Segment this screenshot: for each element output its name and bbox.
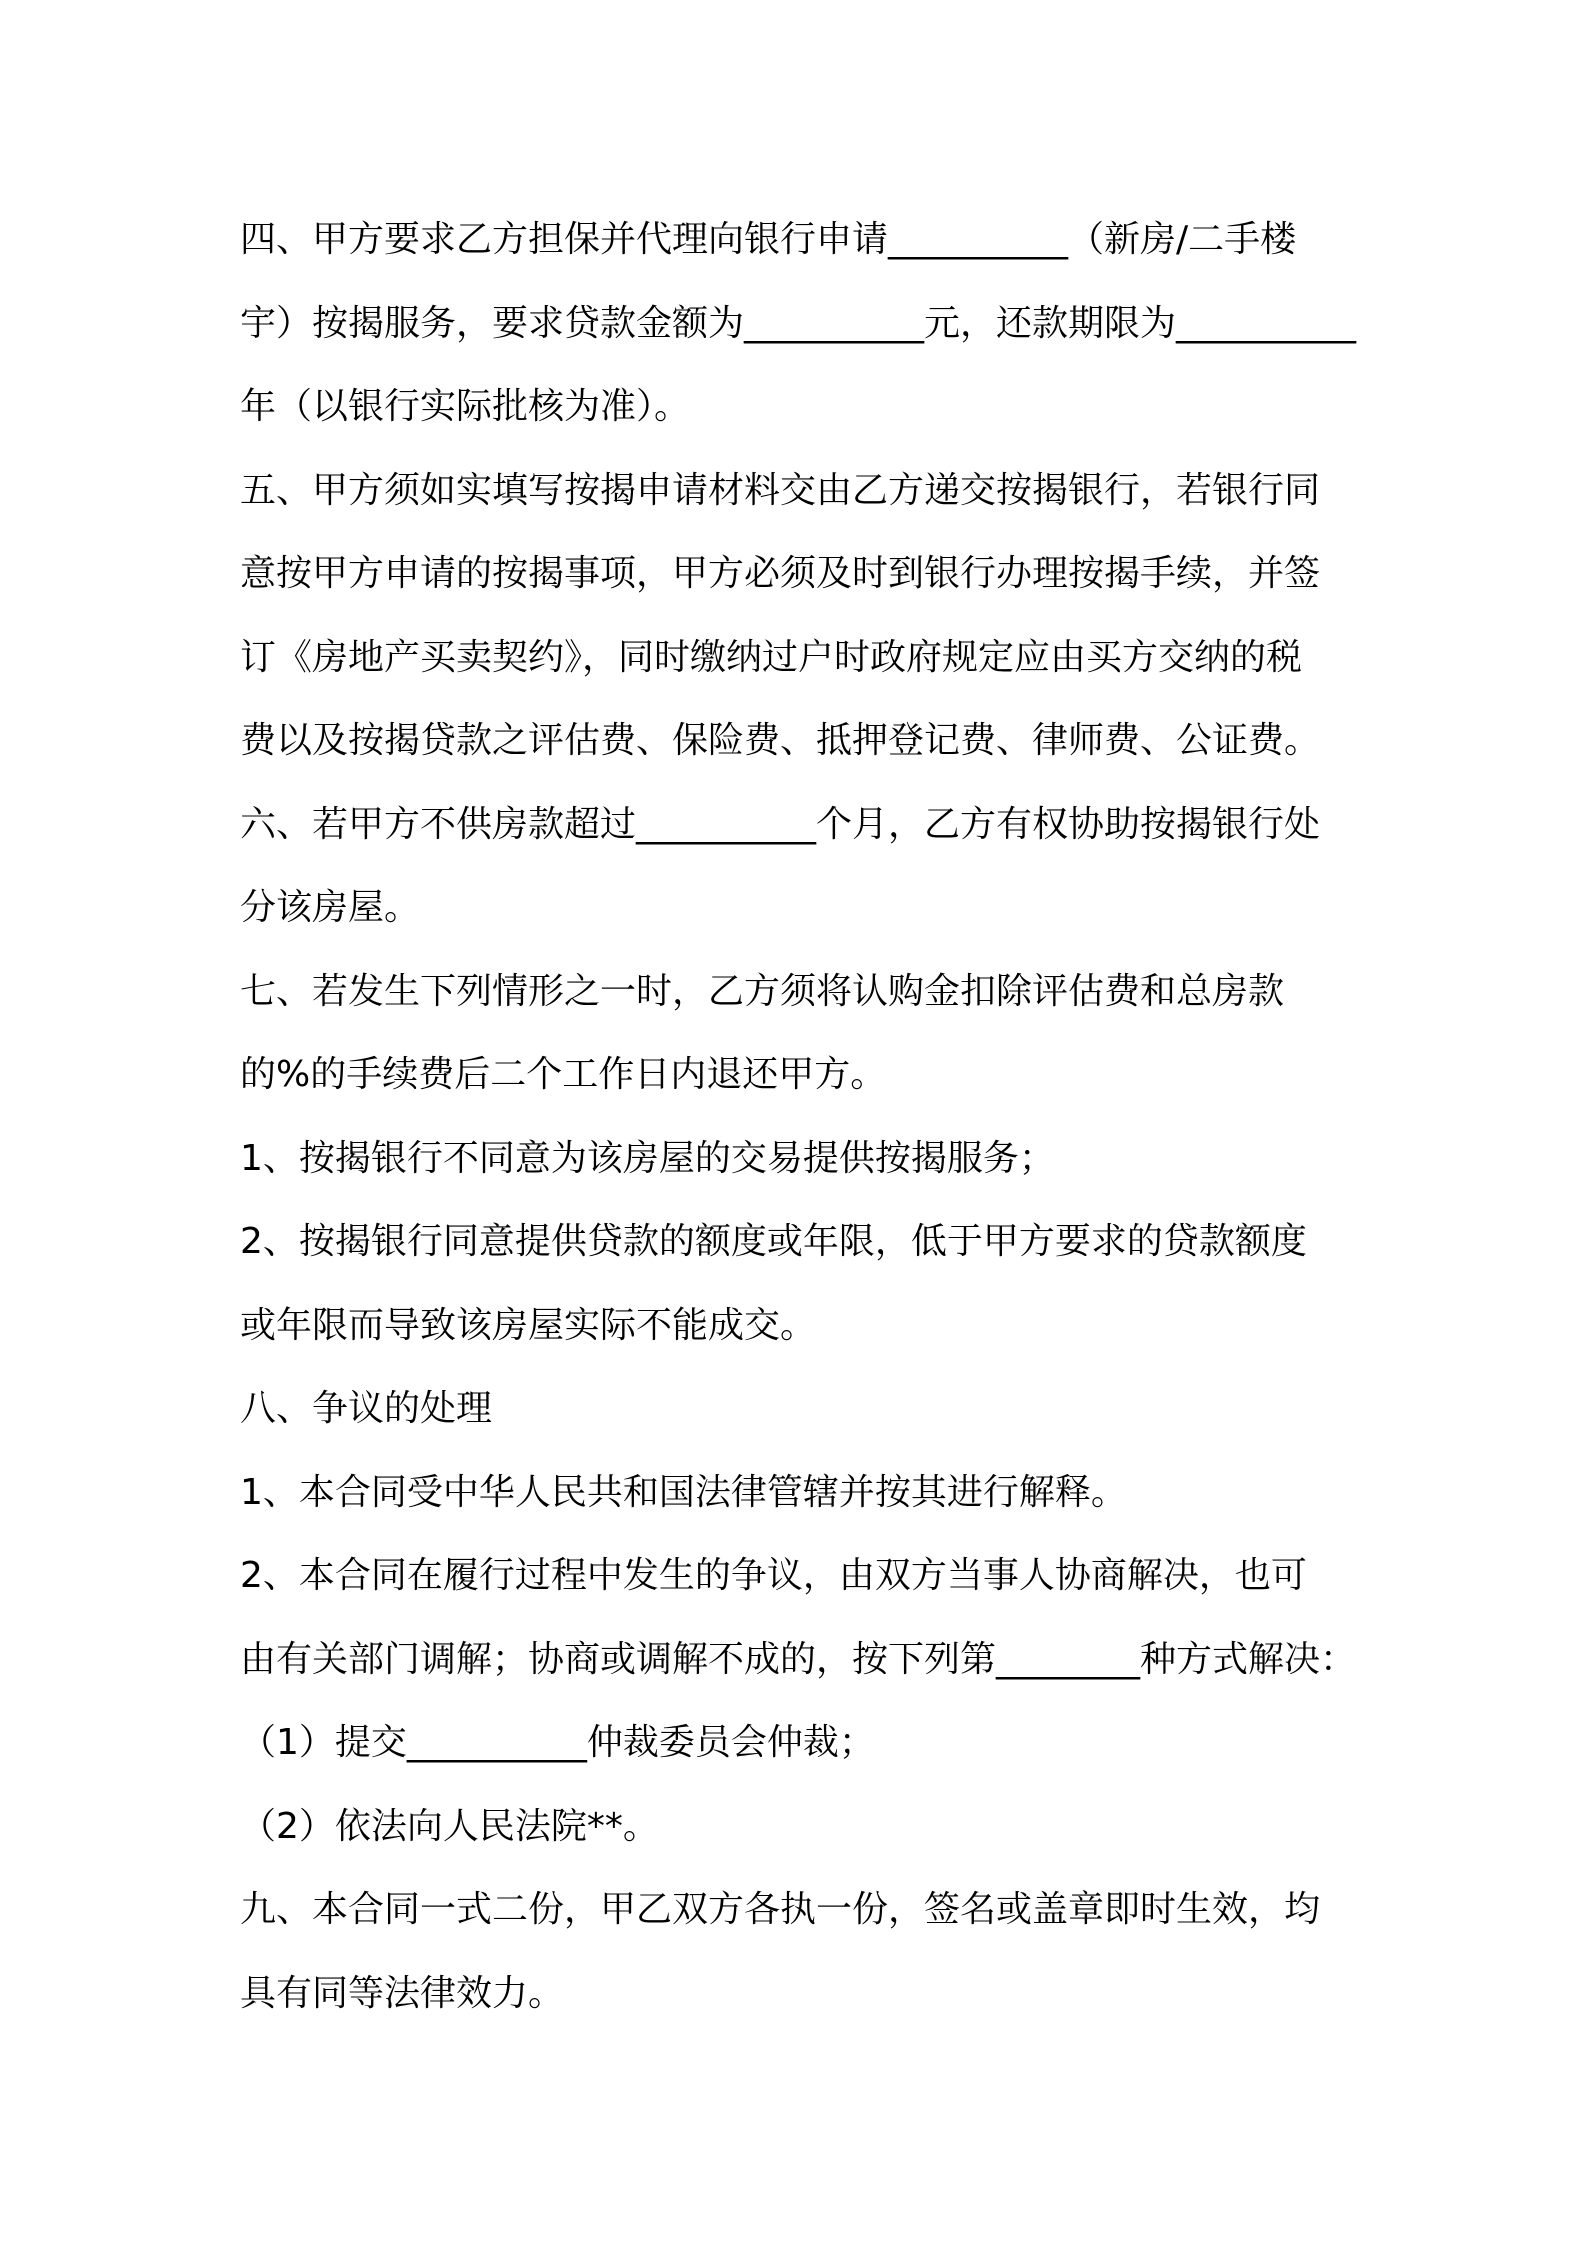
clause-6-line-1: 六、若甲方不供房款超过__________个月，乙方有权协助按揭银行处 — [240, 803, 1321, 845]
clause-8-item-2-line-2: 由有关部门调解；协商或调解不成的，按下列第________种方式解决： — [240, 1638, 1357, 1680]
clause-6-line-2: 分该房屋。 — [240, 887, 421, 928]
clause-5-line-1: 五、甲方须如实填写按揭申请材料交由乙方递交按揭银行，若银行同 — [240, 469, 1321, 511]
clause-7-item-2-line-1: 2、按揭银行同意提供贷款的额度或年限，低于甲方要求的贷款额度 — [240, 1221, 1307, 1262]
clause-4-line-3: 年（以银行实际批核为准）。 — [240, 386, 691, 427]
clause-8-item-2-line-1: 2、本合同在履行过程中发生的争议，由双方当事人协商解决，也可 — [240, 1555, 1307, 1596]
clause-7-line-2: 的%的手续费后二个工作日内退还甲方。 — [240, 1054, 887, 1095]
clause-4-line-1: 四、甲方要求乙方担保并代理向银行申请__________（新房/二手楼 — [240, 219, 1297, 260]
clause-7-line-1: 七、若发生下列情形之一时，乙方须将认购金扣除评估费和总房款 — [240, 970, 1285, 1012]
clause-9-line-2: 具有同等法律效力。 — [240, 1972, 565, 2014]
clause-9-line-1: 九、本合同一式二份，甲乙双方各执一份，签名或盖章即时生效，均 — [240, 1889, 1321, 1930]
clause-5-line-2: 意按甲方申请的按揭事项，甲方必须及时到银行办理按揭手续，并签 — [240, 553, 1321, 594]
clause-8-heading: 八、争议的处理 — [240, 1388, 493, 1429]
clause-8-option-2: （2）依法向人民法院**。 — [240, 1805, 659, 1847]
clause-8-option-1: （1）提交__________仲裁委员会仲裁； — [240, 1722, 875, 1763]
clause-7-item-1: 1、按揭银行不同意为该房屋的交易提供按揭服务； — [240, 1137, 1055, 1179]
clause-4-line-2: 宇）按揭服务，要求贷款金额为__________元，还款期限为__________ — [240, 302, 1357, 344]
clause-7-item-2-line-2: 或年限而导致该房屋实际不能成交。 — [240, 1304, 817, 1346]
clause-5-line-4: 费以及按揭贷款之评估费、保险费、抵押登记费、律师费、公证费。 — [240, 720, 1321, 761]
contract-page — [240, 198, 1360, 2035]
clause-8-item-1: 1、本合同受中华人民共和国法律管辖并按其进行解释。 — [240, 1471, 1127, 1513]
clause-5-line-3: 订《房地产买卖契约》，同时缴纳过户时政府规定应由买方交纳的税 — [240, 636, 1303, 678]
